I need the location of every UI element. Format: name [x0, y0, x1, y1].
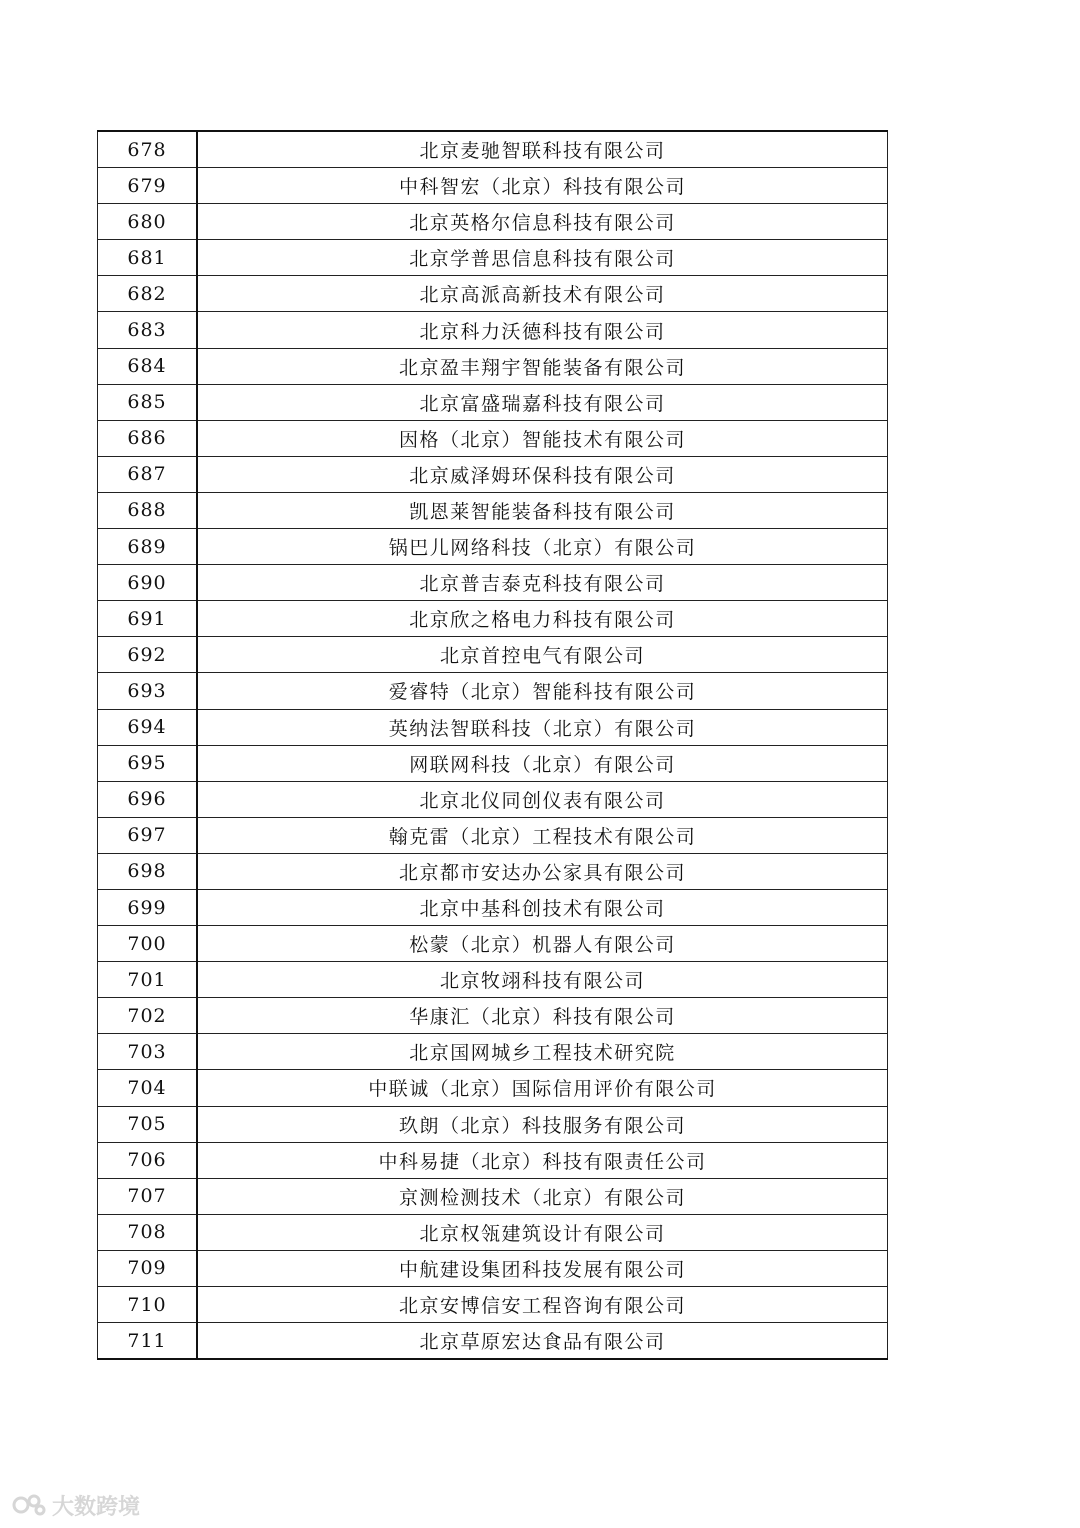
- row-number: 687: [98, 456, 198, 492]
- company-name: 翰克雷（北京）工程技术有限公司: [197, 817, 888, 853]
- company-name: 中航建设集团科技发展有限公司: [197, 1250, 888, 1286]
- row-number: 691: [98, 601, 198, 637]
- table-row: [98, 709, 888, 745]
- company-name: 北京富盛瑞嘉科技有限公司: [197, 384, 888, 420]
- row-number: 681: [98, 240, 198, 276]
- table-row: [98, 276, 888, 312]
- table-row: [98, 745, 888, 781]
- company-name: 北京都市安达办公家具有限公司: [197, 853, 888, 889]
- row-number: 703: [98, 1034, 198, 1070]
- company-name: 因格（北京）智能技术有限公司: [197, 420, 888, 456]
- row-number: 702: [98, 998, 198, 1034]
- watermark-text: 大数跨境: [52, 1494, 141, 1520]
- table-row: [98, 420, 888, 456]
- row-number: 696: [98, 781, 198, 817]
- company-name: 北京草原宏达食品有限公司: [197, 1323, 888, 1360]
- table-row: [98, 312, 888, 348]
- company-name: 北京国网城乡工程技术研究院: [197, 1034, 888, 1070]
- row-number: 678: [98, 131, 198, 168]
- company-list-table-wrapper: [97, 130, 888, 1360]
- table-row: [98, 1106, 888, 1142]
- row-number: 705: [98, 1106, 198, 1142]
- table-row: [98, 240, 888, 276]
- company-name: 北京欣之格电力科技有限公司: [197, 601, 888, 637]
- table-row: [98, 1323, 888, 1360]
- row-number: 690: [98, 565, 198, 601]
- company-name: 北京北仪同创仪表有限公司: [197, 781, 888, 817]
- company-name: 北京盈丰翔宇智能装备有限公司: [197, 348, 888, 384]
- company-name: 北京英格尔信息科技有限公司: [197, 204, 888, 240]
- company-name: 中联诚（北京）国际信用评价有限公司: [197, 1070, 888, 1106]
- table-row: [98, 204, 888, 240]
- row-number: 683: [98, 312, 198, 348]
- table-row: [98, 962, 888, 998]
- row-number: 708: [98, 1214, 198, 1250]
- row-number: 692: [98, 637, 198, 673]
- table-row: [98, 998, 888, 1034]
- company-name: 北京麦驰智联科技有限公司: [197, 131, 888, 168]
- row-number: 685: [98, 384, 198, 420]
- table-row: [98, 1178, 888, 1214]
- row-number: 701: [98, 962, 198, 998]
- table-row: [98, 673, 888, 709]
- table-row: [98, 384, 888, 420]
- company-name: 北京高派高新技术有限公司: [197, 276, 888, 312]
- company-name: 爱睿特（北京）智能科技有限公司: [197, 673, 888, 709]
- company-name: 中科易捷（北京）科技有限责任公司: [197, 1142, 888, 1178]
- company-name: 北京权瓴建筑设计有限公司: [197, 1214, 888, 1250]
- row-number: 699: [98, 889, 198, 925]
- company-name: 北京牧翊科技有限公司: [197, 962, 888, 998]
- row-number: 710: [98, 1287, 198, 1323]
- company-name: 北京中基科创技术有限公司: [197, 889, 888, 925]
- company-name: 北京安博信安工程咨询有限公司: [197, 1287, 888, 1323]
- row-number: 697: [98, 817, 198, 853]
- table-row: [98, 601, 888, 637]
- watermark: [12, 1490, 140, 1520]
- table-row: [98, 926, 888, 962]
- company-name: 北京普吉泰克科技有限公司: [197, 565, 888, 601]
- table-row: [98, 1142, 888, 1178]
- table-row: [98, 817, 888, 853]
- table-row: [98, 1287, 888, 1323]
- table-row: [98, 853, 888, 889]
- row-number: 694: [98, 709, 198, 745]
- row-number: 679: [98, 168, 198, 204]
- row-number: 693: [98, 673, 198, 709]
- table-row: [98, 1034, 888, 1070]
- company-list-body: [98, 131, 888, 1359]
- table-row: [98, 889, 888, 925]
- row-number: 680: [98, 204, 198, 240]
- company-name: 中科智宏（北京）科技有限公司: [197, 168, 888, 204]
- table-row: [98, 131, 888, 168]
- row-number: 689: [98, 529, 198, 565]
- company-name: 凯恩莱智能装备科技有限公司: [197, 492, 888, 528]
- table-row: [98, 348, 888, 384]
- row-number: 684: [98, 348, 198, 384]
- table-row: [98, 637, 888, 673]
- company-name: 锅巴儿网络科技（北京）有限公司: [197, 529, 888, 565]
- company-name: 北京威泽姆环保科技有限公司: [197, 456, 888, 492]
- company-name: 网联网科技（北京）有限公司: [197, 745, 888, 781]
- row-number: 682: [98, 276, 198, 312]
- table-row: [98, 781, 888, 817]
- row-number: 700: [98, 926, 198, 962]
- row-number: 709: [98, 1250, 198, 1286]
- table-row: [98, 529, 888, 565]
- row-number: 695: [98, 745, 198, 781]
- row-number: 688: [98, 492, 198, 528]
- table-row: [98, 565, 888, 601]
- row-number: 686: [98, 420, 198, 456]
- company-name: 北京首控电气有限公司: [197, 637, 888, 673]
- company-name: 北京学普思信息科技有限公司: [197, 240, 888, 276]
- company-name: 华康汇（北京）科技有限公司: [197, 998, 888, 1034]
- row-number: 698: [98, 853, 198, 889]
- row-number: 706: [98, 1142, 198, 1178]
- table-row: [98, 168, 888, 204]
- row-number: 704: [98, 1070, 198, 1106]
- company-list-table: [97, 130, 888, 1360]
- company-name: 北京科力沃德科技有限公司: [197, 312, 888, 348]
- table-row: [98, 492, 888, 528]
- table-row: [98, 1250, 888, 1286]
- company-name: 玖朗（北京）科技服务有限公司: [197, 1106, 888, 1142]
- company-name: 松蒙（北京）机器人有限公司: [197, 926, 888, 962]
- table-row: [98, 1214, 888, 1250]
- company-name: 京测检测技术（北京）有限公司: [197, 1178, 888, 1214]
- row-number: 711: [98, 1323, 198, 1360]
- company-name: 英纳法智联科技（北京）有限公司: [197, 709, 888, 745]
- table-row: [98, 456, 888, 492]
- brand-logo-icon: [12, 1492, 46, 1518]
- row-number: 707: [98, 1178, 198, 1214]
- table-row: [98, 1070, 888, 1106]
